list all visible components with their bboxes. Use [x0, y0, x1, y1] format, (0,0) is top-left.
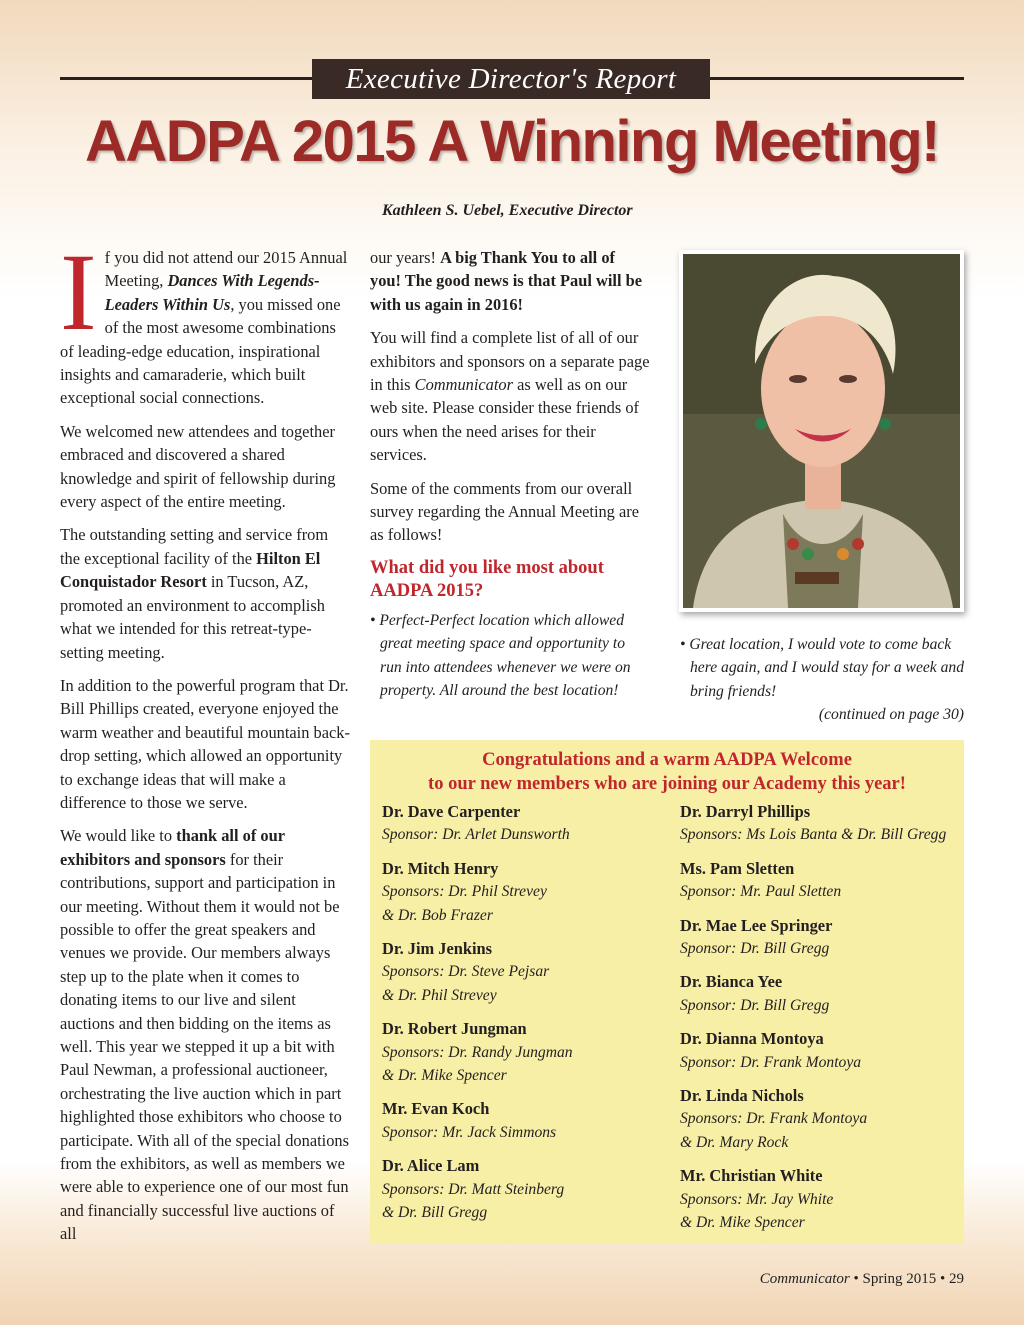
paragraph-7: You will find a complete list of all of our exhibitors and sponsors on a separate page in this Communicator as well as on our web site. Please consider these friends of ours when the need arises for their services. [370, 328, 650, 465]
paragraph-2: We welcomed new attendees and together embraced and discovered a shared knowledge and spirit of fellowship during every aspect of the entire meeting. [60, 421, 336, 512]
header-rule-right [710, 77, 964, 80]
survey-quote-2: • Great location, I would vote to come back here again, and I would stay for a week and bring friends! [680, 636, 965, 700]
survey-quote-1: • Perfect-Perfect location which allowed great meeting space and opportunity to run into attendees whenever we were on property. All around the best location! [370, 611, 631, 700]
survey-subhead: What did you like most about AADPA 2015? [370, 557, 604, 601]
member-entry: Dr. Alice Lam Sponsors: Dr. Matt Steinberg & Dr. Bill Gregg [382, 1156, 565, 1222]
member-entry: Dr. Jim Jenkins Sponsors: Dr. Steve Pejsar & Dr. Phil Strevey [382, 939, 550, 1004]
member-entry: Dr. Bianca Yee Sponsor: Dr. Bill Gregg [680, 972, 830, 1014]
member-entry: Dr. Robert Jungman Sponsors: Dr. Randy Jungman & Dr. Mike Spencer [382, 1019, 573, 1085]
header-rule-left [60, 77, 312, 80]
portrait-illustration [683, 254, 960, 608]
new-members-right-column [680, 800, 970, 1245]
paragraph-3: The outstanding setting and service from the exceptional facility of the Hilton El Conquistador Resort in Tucson, AZ, promoted an environment to accomplish what we intended for this retreat-type-setting meeting. [60, 525, 329, 662]
page-footer: Communicator • Spring 2015 • 29 [759, 1271, 964, 1287]
paragraph-6: our years! A big Thank You to all of you! The good news is that Paul will be with us again in 2016! [370, 248, 643, 314]
paragraph-4: In addition to the powerful program that Dr. Bill Phillips created, everyone enjoyed the warm weather and beautiful mountain back-drop setting, which allowed an opportunity to exchange ideas that will make a difference to those we serve. [60, 675, 350, 812]
member-entry: Mr. Evan Koch Sponsor: Mr. Jack Simmons [382, 1099, 557, 1141]
member-entry: Dr. Mitch Henry Sponsors: Dr. Phil Strevey & Dr. Bob Frazer [382, 858, 547, 924]
new-members-title: Congratulations and a warm AADPA Welcome to our new members who are joining our Academy this year! [428, 750, 906, 794]
article-column-2 [370, 246, 650, 703]
new-members-box [370, 740, 964, 1244]
member-entry: Dr. Linda Nichols Sponsors: Dr. Frank Montoya & Dr. Mary Rock [680, 1086, 868, 1151]
director-portrait [679, 250, 964, 612]
continued-note: (continued on page 30) [818, 706, 964, 723]
article-column-1 [60, 231, 350, 1256]
member-entry: Dr. Dave Carpenter Sponsor: Dr. Arlet Dunsworth [382, 802, 570, 844]
paragraph-5: We would like to thank all of our exhibitors and sponsors for their contributions, support and participation in our meeting. Without them it would not be possible to offer the great speakers and venues we provide. Our members always step up to the plate when it comes to donating items to our live and silent auctions and then bidding on the items as well. This year we stepped it up a bit with Paul Newman, a professional auctioneer, orchestrating the live auction which in part highlighted those exhibitors who choose to participate. With all of the special donations from the exhibitors, as well as members we were able to experience one of our most fun and financially successful live auctions of all [60, 826, 349, 1244]
member-entry: Dr. Darryl Phillips Sponsors: Ms Lois Banta & Dr. Bill Gregg [680, 802, 947, 844]
new-members-left-column [382, 800, 672, 1235]
paragraph-1: If you did not attend our 2015 Annual Meeting, Dances With Legends-Leaders Within Us, you missed one of the most awesome combinations of leading-edge education, inspirational insights and camaraderie, which built exceptional social connections. [60, 231, 348, 408]
member-entry: Dr. Dianna Montoya Sponsor: Dr. Frank Montoya [680, 1029, 862, 1071]
member-entry: Ms. Pam Sletten Sponsor: Mr. Paul Sletten [680, 858, 842, 901]
member-entry: Mr. Christian White Sponsors: Mr. Jay White & Dr. Mike Spencer [680, 1166, 834, 1232]
paragraph-8: Some of the comments from our overall survey regarding the Annual Meeting are as follows! [370, 478, 639, 545]
section-kicker: Executive Director's Report [312, 59, 710, 99]
byline: Kathleen S. Uebel, Executive Director [382, 202, 633, 219]
member-entry: Dr. Mae Lee Springer Sponsor: Dr. Bill Gregg [680, 915, 833, 958]
drop-cap: I [60, 231, 97, 353]
page-title: AADPA 2015 A Winning Meeting! [85, 109, 939, 174]
